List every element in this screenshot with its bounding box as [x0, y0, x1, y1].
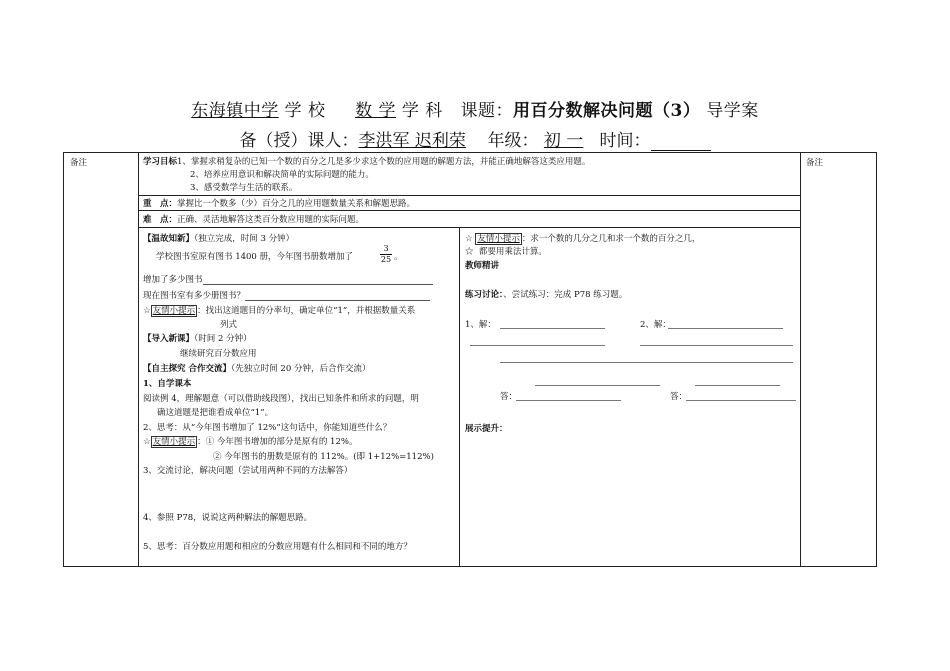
right-hint-text: ：求一个数的几分之几和求一个数的百分之几，: [521, 234, 701, 244]
difficulty-label: 难 点：: [143, 215, 178, 225]
answer-1-line-1[interactable]: [500, 328, 605, 329]
problem-end: 。: [394, 252, 403, 262]
question-2-text: 现在图书室有多少册图书？: [143, 291, 246, 301]
right-hint-2-star: ☆: [465, 247, 474, 257]
hint-2-line-1: ：① 今年图书增加的部分是原有的 12%。: [197, 437, 358, 447]
answer-2-line-2[interactable]: [668, 345, 793, 346]
review-note: （独立完成，时间 3 分钟）: [194, 234, 295, 244]
right-hint-2-text: 都要用乘法计算。: [478, 247, 547, 257]
review-heading: [143, 232, 294, 244]
objective-1: 1、掌握求稍复杂的已知一个数的百分之几是多少求这个数的应用题的解题方法，并能正确地解答这类应用题。: [177, 157, 591, 167]
explore-heading: [143, 362, 370, 374]
step-5: 5、思考：百分数应用题和相应的分数应用题有什么相同和不同的地方？: [143, 542, 412, 552]
answer-1-response-line[interactable]: [516, 400, 621, 401]
teacher-title: 教师精讲: [465, 261, 500, 271]
answer-1-response-label: 答：: [500, 392, 518, 402]
question-1-text: 增加了多少图书: [143, 275, 203, 285]
topic-name: 用百分数解决问题（3）: [513, 101, 701, 121]
subject-label: 学 科: [395, 101, 449, 121]
hint-2-line-2: ② 今年图书的册数是原有的 112%。(即 1+12%=112%): [213, 452, 434, 462]
review-title: 【温故知新】: [143, 234, 195, 244]
school-name: 东海镇中学: [191, 101, 279, 121]
answer-blank-1[interactable]: [203, 275, 433, 285]
key-point-row: [143, 197, 415, 209]
difficulty-text: 正确、灵活地解答这类百分数应用题的实际问题。: [177, 215, 365, 225]
answer-2-line-1[interactable]: [668, 328, 783, 329]
objectives-line-1: [143, 155, 590, 167]
topic-label: 课题：: [460, 101, 514, 121]
column-divider: [459, 228, 460, 567]
key-point-text: 掌握比一个数多（少）百分之几的应用题数量关系和解题思路。: [177, 199, 416, 209]
key-point-label: 重 点：: [143, 199, 178, 209]
answer-2-line-4[interactable]: [695, 385, 780, 386]
step-1-text: 阅读例 4，理解题意（可以借助线段图），找出已知条件和所求的问题，明: [143, 394, 419, 404]
answer-2-line-3[interactable]: [668, 362, 793, 363]
intro-note: （时间 2 分钟）: [194, 334, 252, 344]
grade-value: 初 一: [543, 131, 584, 151]
right-remarks-column: [800, 152, 877, 567]
hint-1-text-cont: 列式: [220, 320, 238, 330]
step-3: 3、交流讨论，解决问题（尝试用两种不同的方法解答）: [143, 466, 353, 476]
problem-text: 学校图书室原有图书 1400 册，今年图书册数增加了: [156, 252, 354, 262]
answer-2-response-label: 答：: [670, 392, 688, 402]
right-remarks-label: 备注: [806, 158, 824, 168]
answer-1-label: 1、解：: [465, 320, 496, 330]
objective-3: 3、感受数学与生活的联系。: [190, 183, 298, 193]
right-hint-2: [465, 245, 547, 257]
doc-type: 导学案: [706, 101, 759, 121]
answer-blank-2[interactable]: [245, 291, 430, 301]
document-subtitle: [0, 126, 950, 151]
explore-title: 【自主探究 合作交流】: [143, 364, 231, 374]
intro-heading: [143, 332, 252, 344]
hint-1: ☆ 友情小提示 ：找出这道题目的分率句，确定单位“1”，并根据数量关系: [143, 306, 416, 316]
subject-name: 数 学: [355, 101, 396, 121]
teacher-names: 李洪军 迟利荣: [358, 131, 466, 151]
practice-row: [465, 288, 627, 300]
left-remarks-label: 备注: [70, 158, 88, 168]
fraction: [380, 244, 392, 265]
answer-1-line-2[interactable]: [470, 345, 605, 346]
hint-2: ☆ 友情小提示 ：① 今年图书增加的部分是原有的 12%。: [143, 437, 358, 447]
fraction-numerator: 3: [383, 244, 389, 253]
answer-1-line-3[interactable]: [500, 362, 670, 363]
difficulty-row: [143, 213, 364, 225]
question-1: [143, 273, 433, 285]
step-1-text-cont: 确这道题是把谁看成单位“1”。: [157, 408, 274, 418]
answer-2-label: 2、解：: [640, 320, 671, 330]
step-2: 2、思考：从“今年图书增加了 12%”这句话中，你能知道些什么？: [143, 423, 392, 433]
time-blank: [651, 136, 711, 151]
hint-2-label: 友情小提示: [152, 437, 196, 447]
step-1: [143, 377, 191, 389]
intro-text: 继续研究百分数应用: [180, 349, 257, 359]
review-problem: [156, 250, 353, 262]
step-4: 4、参照 P78，说说这两种解法的解题思路。: [143, 513, 313, 523]
explore-note: （先独立时间 20 分钟，后合作交流）: [230, 364, 371, 374]
hint-1-label: 友情小提示: [152, 306, 196, 316]
time-label: 时间：: [599, 131, 651, 151]
right-hint: [465, 232, 700, 244]
objective-2: 2、培养应用意识和解决简单的实际问题的能力。: [190, 170, 374, 180]
left-remarks-column: [63, 152, 139, 567]
practice-text: 、尝试练习：完成 P78 练习题。: [503, 290, 628, 300]
right-hint-star: ☆: [465, 234, 473, 244]
hint-1-text: ：找出这道题目的分率句，确定单位“1”，并根据数量关系: [197, 306, 416, 316]
question-2: [143, 289, 430, 301]
objectives-label: 学习目标: [143, 157, 178, 167]
teacher-label: 备（授）课人：: [239, 131, 359, 151]
answer-1-line-4[interactable]: [535, 385, 660, 386]
right-hint-label: 友情小提示: [477, 234, 520, 244]
teacher-section: [465, 259, 499, 271]
intro-title: 【导入新课】: [143, 334, 195, 344]
answer-2-response-line[interactable]: [686, 400, 796, 401]
fraction-denominator: 25: [380, 255, 392, 264]
show-title: 展示提升：: [465, 424, 508, 434]
school-label: 学 校: [278, 101, 332, 121]
show-section: [465, 422, 508, 434]
step-1-title: 1、自学课本: [143, 379, 192, 389]
practice-label: 练习讨论：: [465, 290, 504, 300]
grade-label: 年级：: [487, 131, 539, 151]
document-title: [0, 96, 950, 121]
